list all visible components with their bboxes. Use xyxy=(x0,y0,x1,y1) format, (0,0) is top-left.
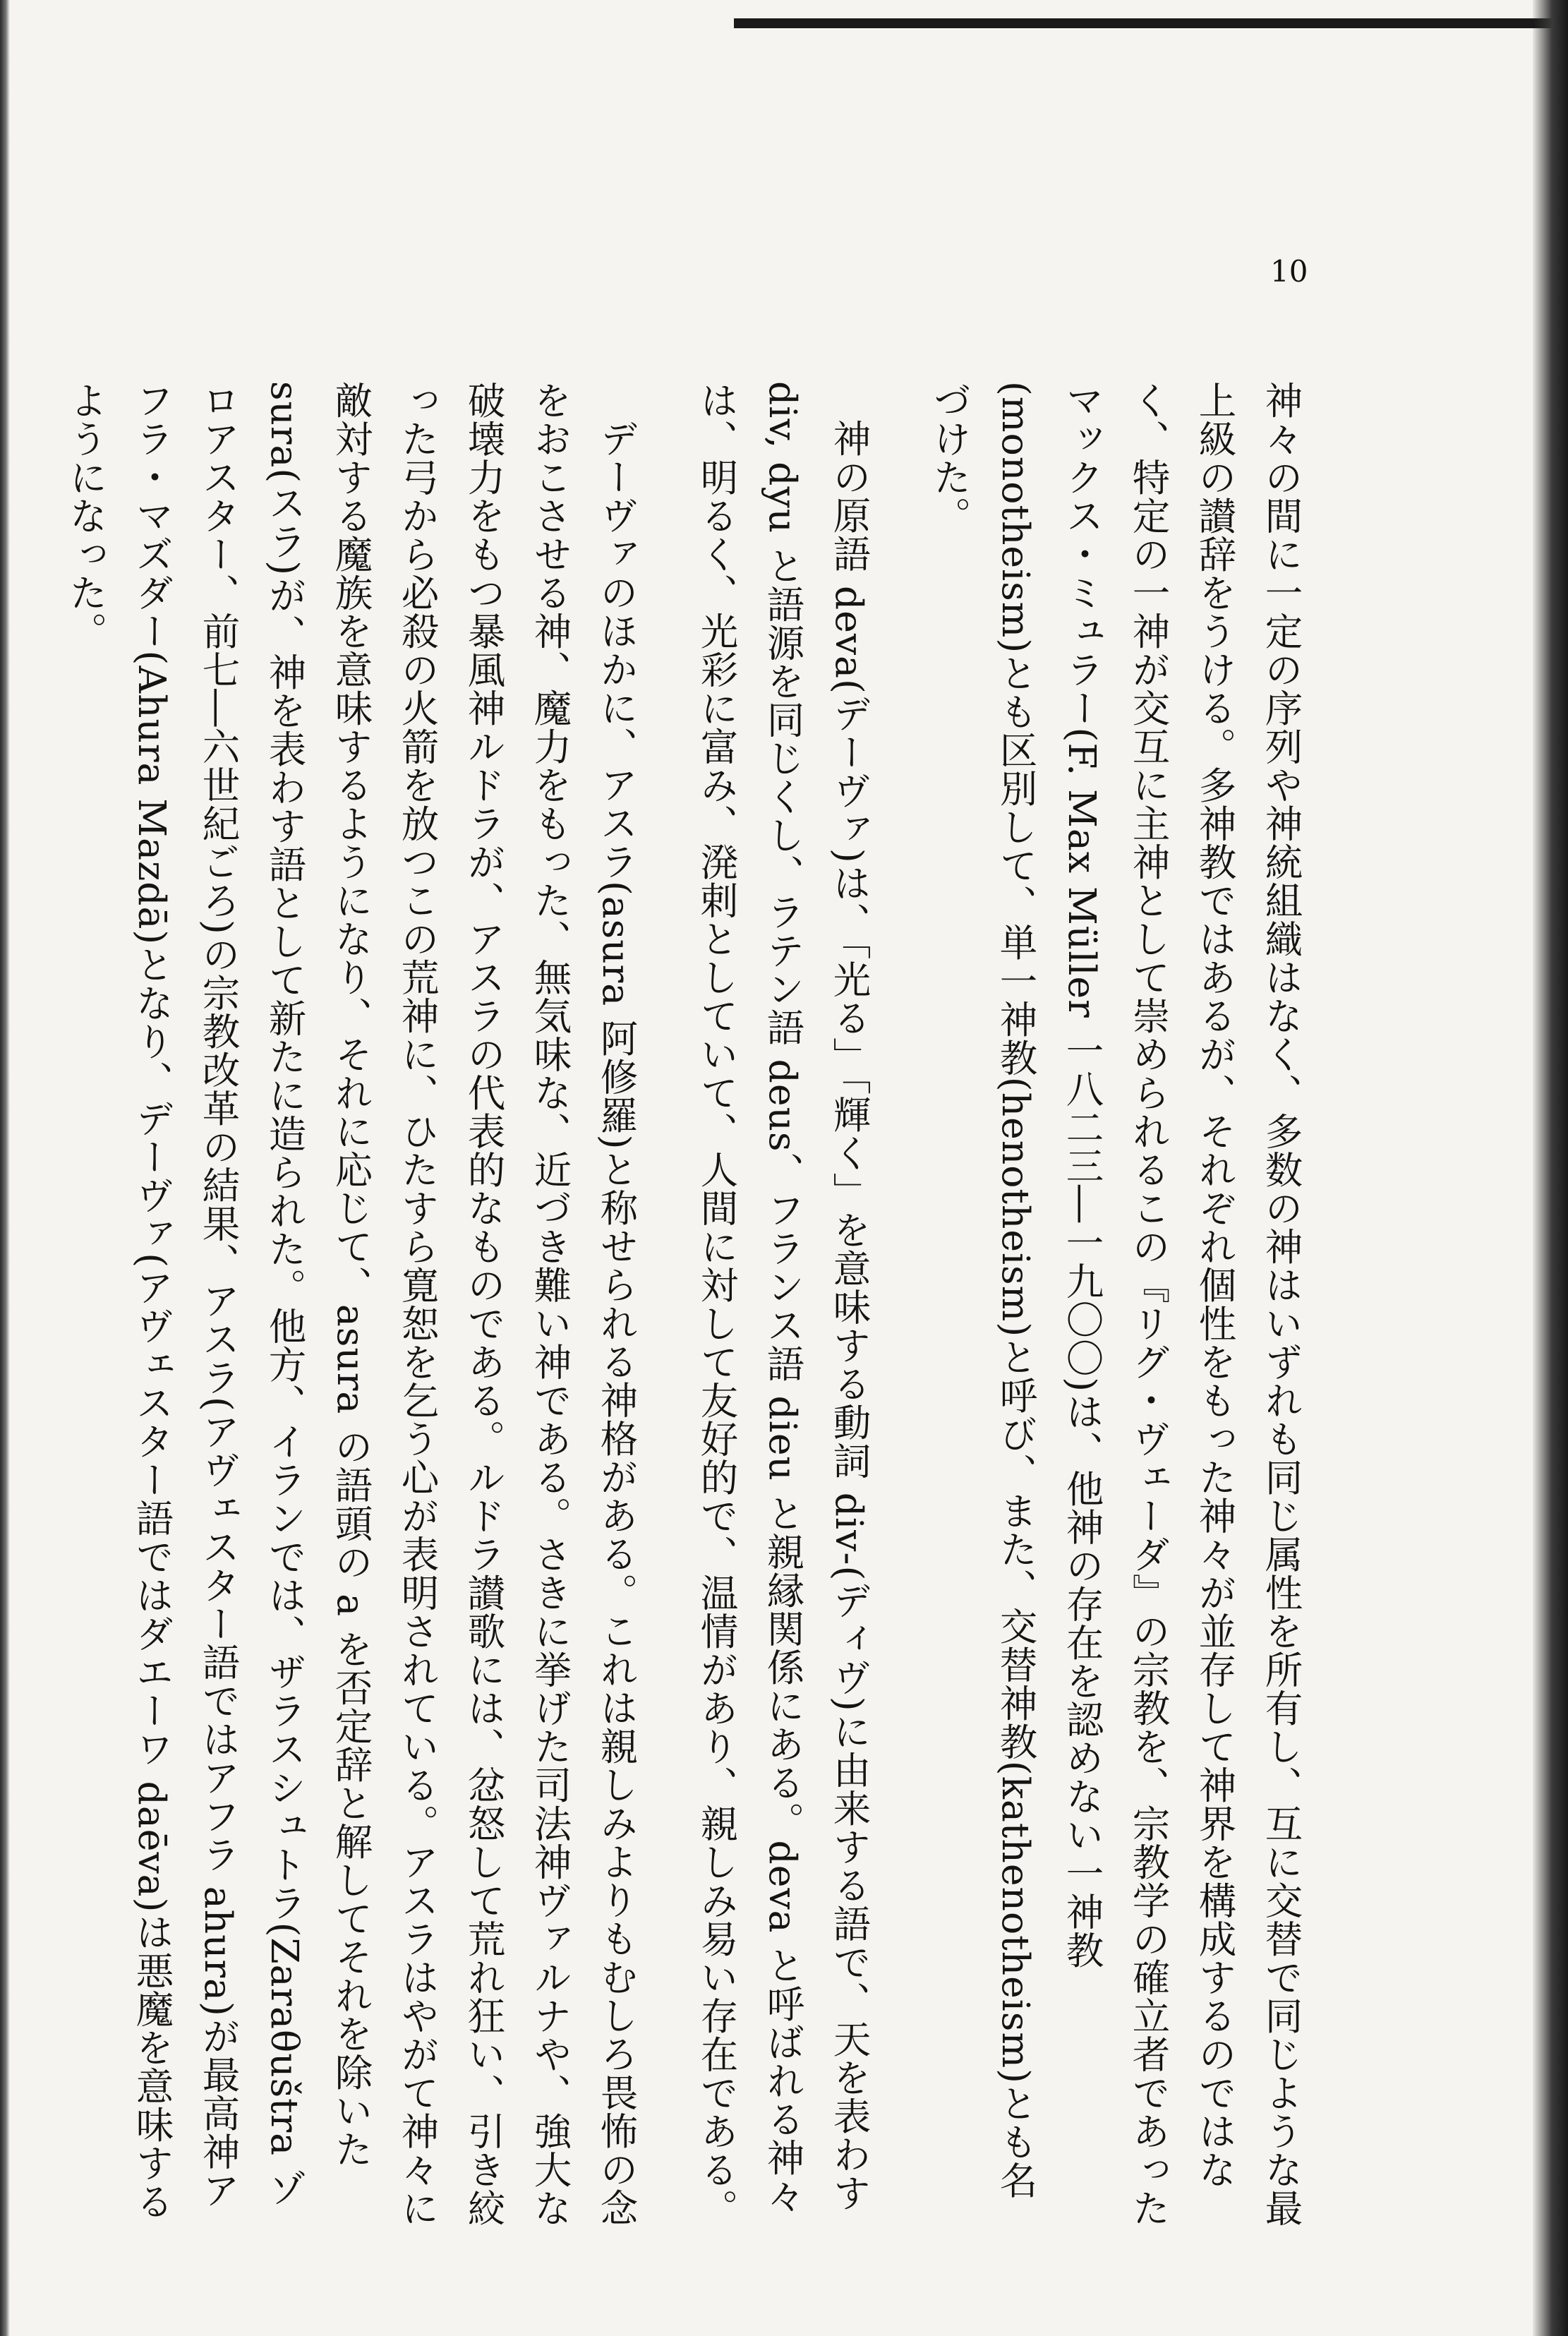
page-number: 10 xyxy=(1270,254,1308,289)
scan-top-border xyxy=(734,18,1568,28)
scan-left-border xyxy=(0,0,10,2336)
paragraph-3: デーヴァのほかに、アスラ(asura 阿修羅)と称せられる神格がある。これは親しみよりもむしろ畏怖の念をおこさせる神、魔力をもった、無気味な、近づき難い神である。さきに挙げた司法神ヴァルナや、強大な破壊力をもつ暴風神ルドラが、アスラの代表的なものである。ルドラ讃歌には、忿怒して荒れ狂い、引き絞った弓から必殺の火箭を放つこの荒神に、ひたすら寛恕を乞う心が表明されている。アスラはやがて神々に敵対する魔族を意味するようになり、それに応じて、asura の語頭の a を否定辞と解してそれを除いた sura(スラ)が、神を表わす語として新たに造られた。他方、イランでは、ザラスシュトラ(Zaraθuštra ゾロアスター、前七―六世紀ごろ)の宗教改革の結果、アスラ(アヴェスター語ではアフラ ahura)が最高神アフラ・マズダー(Ahura Mazdā)となり、デーヴァ(アヴェスター語ではダエーワ daēva)は悪魔を意味するようになった。 xyxy=(64,381,639,2227)
paragraph-1: 神々の間に一定の序列や神統組織はなく、多数の神はいずれも同じ属性を所有し、互に交替で同じような最上級の讃辞をうける。多神教ではあるが、それぞれ個性をもった神々が並存して神界を構成するのではなく、特定の一神が交互に主神として崇められるこの『リグ・ヴェーダ』の宗教を、宗教学の確立者であったマックス・ミュラー(F. Max Müller 一八二三―一九〇〇)は、他神の存在を認めない一神教(monotheism)とも区別して、単一神教(henotheism)と呼び、また、交替神教(kathenotheism)とも名づけた。 xyxy=(927,381,1303,2227)
body-text xyxy=(52,381,1314,2230)
scan-right-border xyxy=(1533,0,1568,2336)
paragraph-2: 神の原語 deva(デーヴァ)は、「光る」「輝く」を意味する動詞 div-(ディヴ)に由来する語で、天を表わす div, dyu と語源を同じくし、ラテン語 deus、フランス語 dieu と親縁関係にある。deva と呼ばれる神々は、明るく、光彩に富み、溌剌としていて、人間に対して友好的で、温情があり、親しみ易い存在である。 xyxy=(694,381,872,2227)
